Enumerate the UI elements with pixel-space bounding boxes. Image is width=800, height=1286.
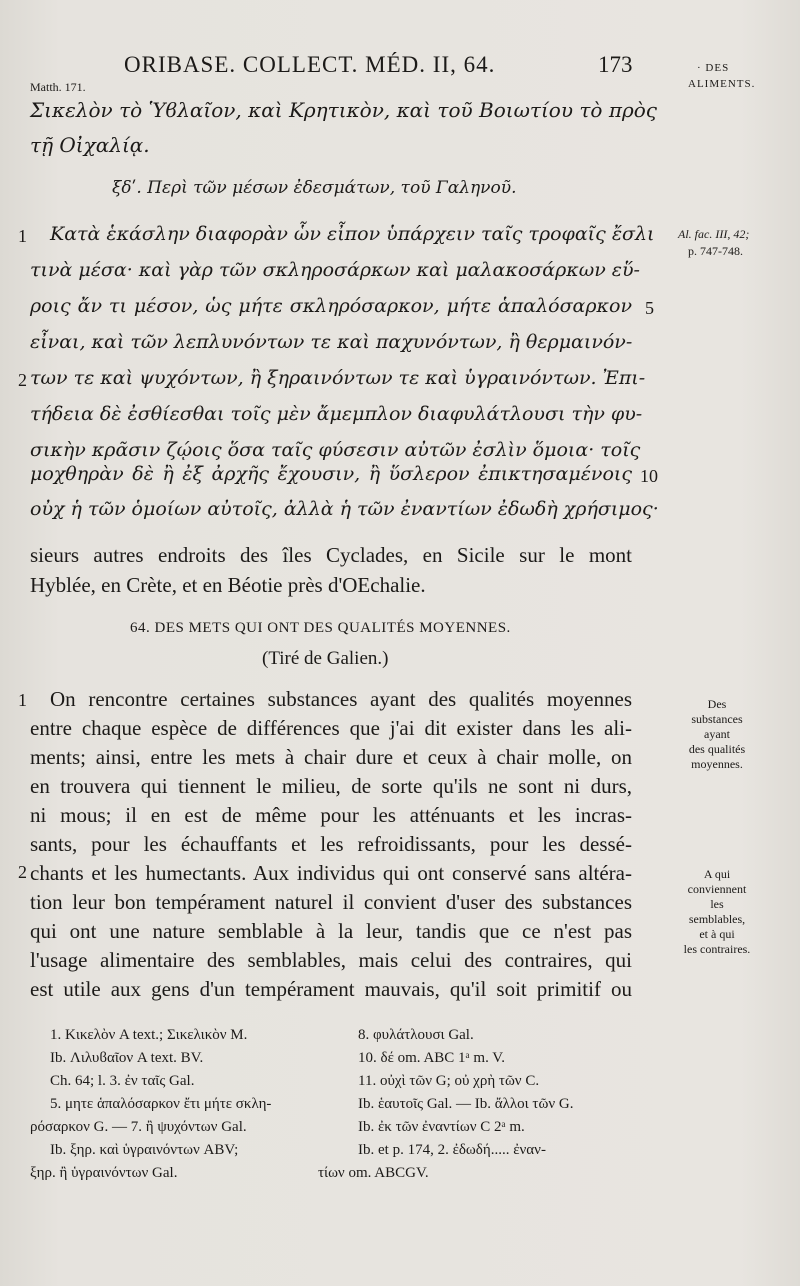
greek-text-line: τήδεια δὲ ἐσθίεσθαι τοῖς μὲν ἄμεμπλον διαφυλάτλουσι τὴν φυ- xyxy=(30,403,643,425)
french-line-number: 2 xyxy=(18,862,27,882)
margin-ref-matth: Matth. 171. xyxy=(30,80,86,94)
margin-note-moyennes xyxy=(662,697,772,772)
french-text-line: en trouvera qui tiennent le milieu, de sorte qu'ils ne sont ni durs, xyxy=(30,774,632,798)
french-line-number: 1 xyxy=(18,690,27,710)
footnote-left: ρόσαρκον G. — 7. ἢ ψυχόντων Gal. xyxy=(30,1119,247,1135)
french-text-line: ments; ainsi, entre les mets à chair dure et ceux à chair molle, on xyxy=(30,745,632,769)
footnote-right: 8. φυλάτλουσι Gal. xyxy=(358,1027,474,1043)
french-text-line: sants, pour les échauffants et les refroidissants, pour les dessé- xyxy=(30,832,632,856)
margin-note-line: les xyxy=(710,897,724,911)
french-text-line: tion leur bon tempérament naturel il convient d'user des substances xyxy=(30,890,632,914)
greek-margin-ref: p. 747-748. xyxy=(688,244,743,258)
french-text-line: est utile aux gens d'un tempérament mauvais, qu'il soit primitif ou xyxy=(30,977,632,1001)
french-text-line: entre chaque espèce de différences que j'ai dit exister dans les ali- xyxy=(30,716,632,740)
footnote-left: Ch. 64; l. 3. ἐν ταῖς Gal. xyxy=(50,1073,195,1089)
greek-text-line: Κατὰ ἑκάσλην διαφορὰν ὧν εἶπον ὑπάρχειν ταῖς τροφαῖς ἔσλι xyxy=(50,223,655,245)
footnote-right: Ib. ἐκ τῶν ἐναντίων C 2ᵃ m. xyxy=(358,1119,525,1135)
french-chapter-subtitle: (Tiré de Galien.) xyxy=(262,648,389,669)
greek-text-line: μοχθηρὰν δὲ ἢ ἐξ ἀρχῆς ἔχουσιν, ἢ ὕσλερον ἐπικτησαμένοις xyxy=(30,463,632,485)
french-chapter-title: 64. DES METS QUI ONT DES QUALITÉS MOYENNES. xyxy=(130,620,511,636)
footnote-left: 1. Κικελὸν A text.; Σικελικὸν M. xyxy=(50,1027,248,1043)
footnote-left: Ib. ξηρ. καὶ ὑγραινόντων ABV; xyxy=(50,1142,239,1158)
margin-section-title-1: · DES xyxy=(697,62,730,74)
margin-note-line: ayant xyxy=(704,727,730,741)
french-text-line: chants et les humectants. Aux individus qui ont conservé sans altéra- xyxy=(30,861,632,885)
french-intro-line: sieurs autres endroits des îles Cyclades, en Sicile sur le mont xyxy=(30,543,632,567)
french-text-line: l'usage alimentaire des semblables, mais celui des contraires, qui xyxy=(30,948,632,972)
footnote-right: Ib. et p. 174, 2. ἐδωδή..... ἐναν- xyxy=(358,1142,546,1158)
footnote-right: τίων om. ABCGV. xyxy=(318,1165,429,1181)
greek-text-line: οὐχ ἡ τῶν ὁμοίων αὐτοῖς, ἀλλὰ ἡ τῶν ἐναντίων ἐδωδὴ χρήσιμος· xyxy=(30,498,659,520)
footnote-right: Ib. ἑαυτοῖς Gal. — Ib. ἄλλοι τῶν G. xyxy=(358,1096,574,1112)
margin-note-line: et à qui xyxy=(699,927,735,941)
footnote-left: ξηρ. ἢ ὑγραινόντων Gal. xyxy=(30,1165,178,1181)
french-text-line: ni mous; il en est de même pour les atténuants et les incras- xyxy=(30,803,632,827)
greek-text-line: των τε καὶ ψυχόντων, ἢ ξηραινόντων τε καὶ ὑγραινόντων. Ἐπι- xyxy=(30,367,646,389)
footnote-left: 5. μητε ἁπαλόσαρκον ἔτι μήτε σκλη- xyxy=(50,1096,272,1112)
margin-note-line: conviennent xyxy=(687,882,747,896)
greek-chapter-title: ξδʹ. Περὶ τῶν μέσων ἐδεσμάτων, τοῦ Γαληνοῦ. xyxy=(112,178,517,198)
margin-note-line: les contraires. xyxy=(683,942,751,956)
greek-intro-line: τῇ Οἰχαλίᾳ. xyxy=(30,133,150,157)
running-head: ORIBASE. COLLECT. MÉD. II, 64. xyxy=(124,52,496,77)
footnote-left: Ib. Λιλυϐαῖον A text. BV. xyxy=(50,1050,204,1066)
footnote-right: 10. δέ om. ABC 1ᵃ m. V. xyxy=(358,1050,505,1066)
greek-text-line: εἶναι, καὶ τῶν λεπλυνόντων τε καὶ παχυνόντων, ἢ θερμαινόν- xyxy=(30,331,633,353)
greek-margin-ref: Al. fac. III, 42; xyxy=(678,227,750,241)
greek-text-line: σικὴν κρᾶσιν ζῴοις ὅσα ταῖς φύσεσιν αὐτῶν ἐσλὶν ὅμοια· τοῖς xyxy=(30,439,641,461)
margin-note-line: Des xyxy=(707,697,727,711)
greek-line-number: 5 xyxy=(645,298,654,318)
footnote-right: 11. οὐχὶ τῶν G; οὐ χρὴ τῶν C. xyxy=(358,1073,540,1089)
french-text-line: qui ont une nature semblable à la leur, tandis que ce n'est pas xyxy=(30,919,632,943)
margin-note-contraires xyxy=(662,867,772,957)
margin-note-line: semblables, xyxy=(688,912,746,926)
margin-section-title-2: ALIMENTS. xyxy=(688,78,756,90)
french-intro-line: Hyblée, en Crète, et en Béotie près d'OEchalie. xyxy=(30,573,426,597)
margin-note-line: A qui xyxy=(703,867,731,881)
french-text-line: On rencontre certaines substances ayant des qualités moyennes xyxy=(50,687,632,711)
greek-text-line: τινὰ μέσα· καὶ γὰρ τῶν σκληροσάρκων καὶ μαλακοσάρκων εὕ- xyxy=(30,259,640,281)
margin-note-line: des qualités xyxy=(688,742,746,756)
greek-intro-line: Σικελὸν τὸ Ὑϐλαῖον, καὶ Κρητικὸν, καὶ τοῦ Βοιωτίου τὸ πρὸς xyxy=(30,98,657,122)
greek-line-number: 1 xyxy=(18,226,27,246)
margin-note-line: moyennes. xyxy=(691,757,743,771)
greek-line-number: 2 xyxy=(18,370,27,390)
page-number: 173 xyxy=(598,52,633,77)
greek-text-line: ροις ἄν τι μέσον, ὡς μήτε σκληρόσαρκον, μήτε ἁπαλόσαρκον xyxy=(30,295,632,317)
greek-line-number: 10 xyxy=(640,466,658,486)
margin-note-line: substances xyxy=(691,712,743,726)
